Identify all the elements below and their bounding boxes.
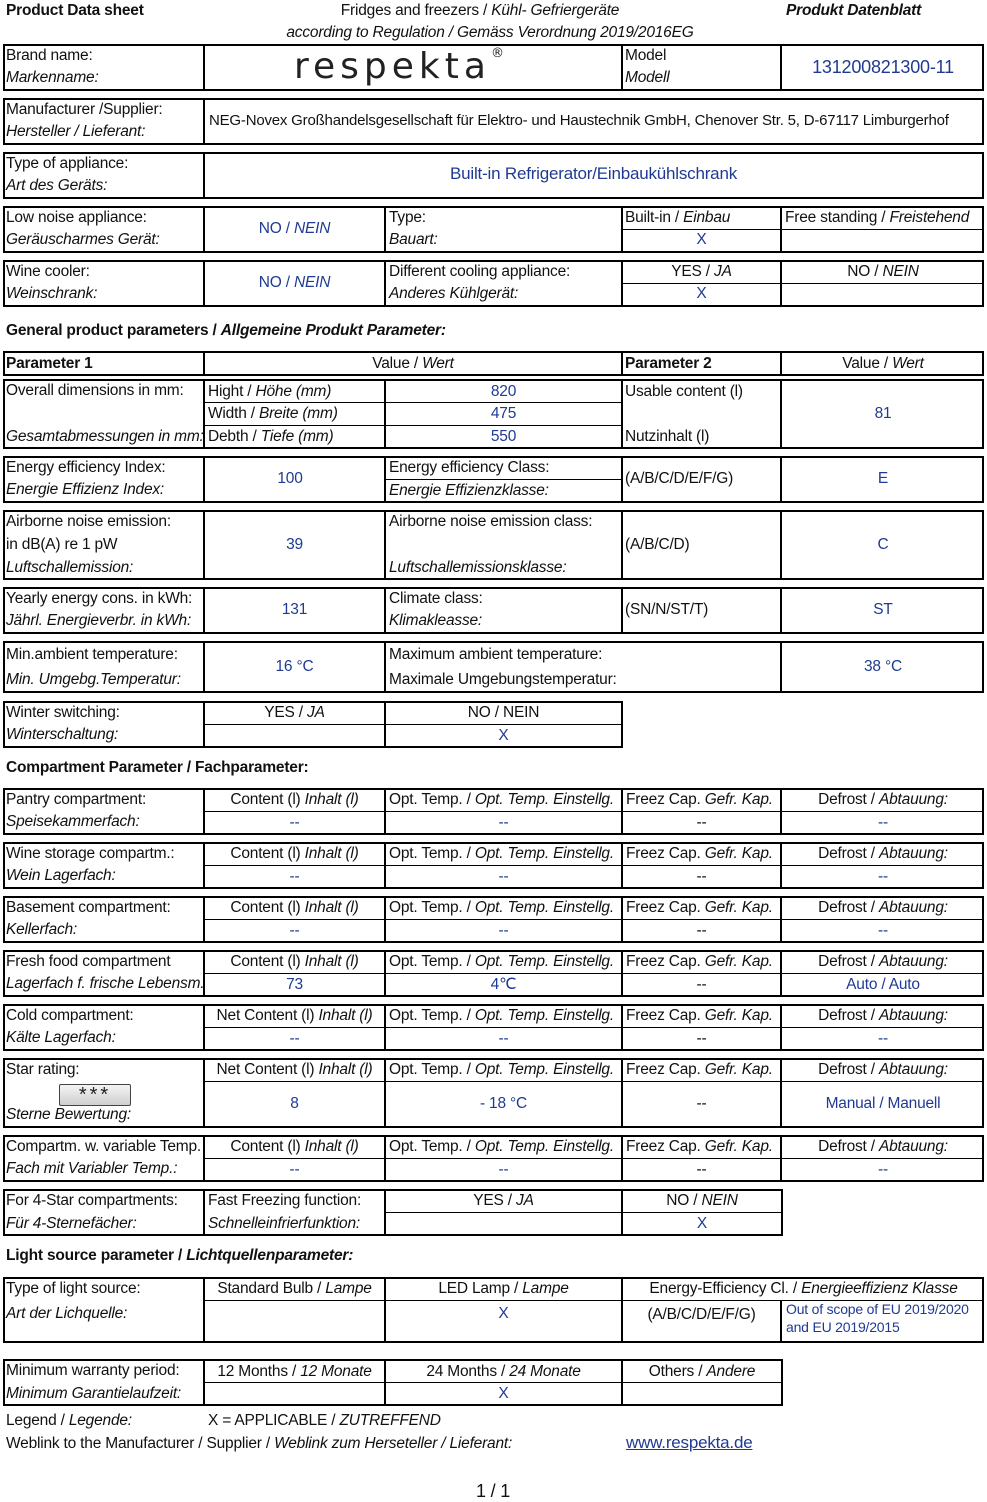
diff-no-option: NO / NEIN <box>847 263 919 280</box>
usable-content-label: Usable content (l) <box>625 383 743 400</box>
climate-class-value: ST <box>873 601 893 618</box>
general-section-title: General product parameters / Allgemeine Produkt Parameter: <box>6 322 446 339</box>
light-eec-scale: (A/B/C/D/E/F/G) <box>647 1306 756 1323</box>
freeze-capacity-value: -- <box>696 1095 707 1112</box>
wine-cooler-label-de: Weinschrank: <box>6 285 98 302</box>
fast-freezing-yes: YES / JA <box>473 1192 534 1209</box>
min-ambient-value: 16 °C <box>275 658 314 675</box>
freeze-capacity-header: Freez Cap. Gefr. Kap. <box>626 791 773 808</box>
max-ambient-value: 38 °C <box>864 658 902 675</box>
compartment-label: Cold compartment: <box>6 1007 134 1024</box>
different-cooling-label: Different cooling appliance: <box>389 263 571 280</box>
eei-label-de: Energie Effizienz Index: <box>6 481 165 498</box>
climate-class-label-de: Klimakleasse: <box>389 612 483 629</box>
max-ambient-label-de: Maximale Umgebungstemperatur: <box>389 671 617 688</box>
usable-content-value: 81 <box>874 405 892 422</box>
page-number: 1 / 1 <box>475 1481 511 1501</box>
led-lamp-option: LED Lamp / Lampe <box>438 1280 569 1297</box>
appliance-label-de: Art des Geräts: <box>6 177 108 194</box>
diff-yes-mark: X <box>696 285 707 302</box>
content-header: Content (l) Inhalt (l) <box>230 1138 359 1155</box>
defrost-value: -- <box>878 1030 888 1047</box>
freeze-capacity-header: Freez Cap. Gefr. Kap. <box>626 1007 773 1024</box>
brand-label: Brand name: <box>6 47 93 64</box>
noise-class-scale: (A/B/C/D) <box>625 536 690 553</box>
four-star-label-de: Für 4-Sternefächer: <box>6 1215 137 1232</box>
opt-temp-header: Opt. Temp. / Opt. Temp. Einstellg. <box>389 845 614 862</box>
height-value: 820 <box>490 383 517 400</box>
param1-header: Parameter 1 <box>6 355 93 372</box>
freeze-capacity-header: Freez Cap. Gefr. Kap. <box>626 899 773 916</box>
min-ambient-label-de: Min. Umgebg.Temperatur: <box>6 671 181 688</box>
noise-class-label-de: Luftschallemissionsklasse: <box>389 559 567 576</box>
wine-cooler-label: Wine cooler: <box>6 263 90 280</box>
winter-yes-option: YES / JA <box>264 704 325 721</box>
warranty-label: Minimum warranty period: <box>6 1362 180 1379</box>
different-cooling-label-de: Anderes Kühlgerät: <box>389 285 519 302</box>
opt-temp-value: 4℃ <box>490 976 517 993</box>
compartment-label-de: Fach mit Variabler Temp.: <box>6 1160 178 1177</box>
energy-class-scale: (A/B/C/D/E/F/G) <box>625 470 734 487</box>
weblink-label: Weblink to the Manufacturer / Supplier / Weblink zum Herseteller / Lieferant: <box>6 1435 513 1452</box>
usable-content-label-de: Nutzinhalt (l) <box>625 428 710 445</box>
freeze-capacity-header: Freez Cap. Gefr. Kap. <box>626 953 773 970</box>
defrost-value: -- <box>878 1161 888 1178</box>
defrost-value: -- <box>878 922 888 939</box>
defrost-value: -- <box>878 868 888 885</box>
appliance-label: Type of appliance: <box>6 155 129 172</box>
eei-label: Energy efficiency Index: <box>6 459 166 476</box>
type-label: Type: <box>389 209 426 226</box>
defrost-header: Defrost / Abtauung: <box>818 791 948 808</box>
defrost-header: Defrost / Abtauung: <box>818 845 948 862</box>
content-header: Net Content (l) Inhalt (l) <box>216 1061 373 1078</box>
model-number: 131200821300-11 <box>812 57 954 77</box>
four-star-label: For 4-Star compartments: <box>6 1192 178 1209</box>
light-section-title: Light source parameter / Lichtquellenparameter: <box>6 1247 354 1264</box>
content-value: -- <box>289 1030 300 1047</box>
value2-header: Value / Wert <box>842 355 924 372</box>
wine-cooler-value: NO / NEIN <box>258 274 331 291</box>
winter-no-option: NO / NEIN <box>467 704 540 721</box>
defrost-header: Defrost / Abtauung: <box>818 1138 948 1155</box>
model-label: Model <box>625 47 667 64</box>
light-eec-note-line2: and EU 2019/2015 <box>786 1319 900 1335</box>
climate-class-label: Climate class: <box>389 590 483 607</box>
opt-temp-value: -- <box>498 1030 509 1047</box>
built-in-mark: X <box>696 231 707 248</box>
built-in-option: Built-in / Einbau <box>625 209 731 226</box>
defrost-value: Auto / Auto <box>846 976 920 993</box>
content-header: Content (l) Inhalt (l) <box>230 953 359 970</box>
content-value: 73 <box>286 976 303 993</box>
noise-value: 39 <box>286 536 303 553</box>
low-noise-label-de: Geräuscharmes Gerät: <box>6 231 160 248</box>
content-header: Content (l) Inhalt (l) <box>230 899 359 916</box>
manufacturer-value: NEG-Novex Großhandelsgesellschaft für Elektro- und Haustechnik GmbH, Chenover Str. 5, D-67117 Limburgerhof <box>209 112 949 129</box>
content-value: -- <box>289 1161 300 1178</box>
appliance-value: Built-in Refrigerator/Einbaukühlschrank <box>449 164 737 183</box>
content-value: -- <box>289 814 300 831</box>
winter-no-mark: X <box>498 727 509 744</box>
header-title <box>290 0 670 22</box>
freeze-capacity-value: -- <box>696 868 707 885</box>
compartment-label: Wine storage compartm.: <box>6 845 175 862</box>
warranty-12-option: 12 Months / 12 Monate <box>217 1363 372 1380</box>
compartment-label: Fresh food compartment <box>6 953 171 970</box>
max-ambient-label: Maximum ambient temperature: <box>389 646 603 663</box>
manufacturer-weblink[interactable]: www.respekta.de <box>626 1433 753 1452</box>
diff-yes-option: YES / JA <box>671 263 732 280</box>
regulation: according to Regulation / Gemäss Verordnung 2019/2016EG <box>286 24 694 41</box>
param2-header: Parameter 2 <box>625 355 712 372</box>
fast-freezing-label: Fast Freezing function: <box>208 1192 362 1209</box>
defrost-header: Defrost / Abtauung: <box>818 1007 948 1024</box>
low-noise-label: Low noise appliance: <box>6 209 147 226</box>
noise-label-de: Luftschallemission: <box>6 559 134 576</box>
light-type-label-de: Art der Lichquelle: <box>6 1305 128 1322</box>
freeze-capacity-value: -- <box>696 976 707 993</box>
legend-value: X = APPLICABLE / ZUTREFFEND <box>208 1412 441 1429</box>
energy-class-value: E <box>877 470 889 487</box>
light-eec-header: Energy-Efficiency Cl. / Energieeffizienz Klasse <box>649 1280 958 1297</box>
depth-label: Debth / Tiefe (mm) <box>208 428 334 445</box>
compartment-section-title: Compartment Parameter / Fachparameter: <box>6 759 309 776</box>
free-standing-option: Free standing / Freistehend <box>785 209 970 226</box>
compartment-label-de: Wein Lagerfach: <box>6 867 116 884</box>
yearly-label-de: Jährl. Energieverbr. in kWh: <box>6 612 192 629</box>
climate-class-scale: (SN/N/ST/T) <box>625 601 709 618</box>
header-title-en: Fridges and freezers / <box>340 2 492 19</box>
opt-temp-header: Opt. Temp. / Opt. Temp. Einstellg. <box>389 953 614 970</box>
opt-temp-value: -- <box>498 814 509 831</box>
freeze-capacity-value: -- <box>696 922 707 939</box>
compartment-label-de: Sterne Bewertung: <box>6 1106 131 1123</box>
sheet-title-de: Produkt Datenblatt <box>786 2 922 19</box>
opt-temp-header: Opt. Temp. / Opt. Temp. Einstellg. <box>389 791 614 808</box>
opt-temp-value: -- <box>498 868 509 885</box>
freeze-capacity-header: Freez Cap. Gefr. Kap. <box>626 1061 773 1078</box>
light-type-label: Type of light source: <box>6 1280 141 1297</box>
legend-label: Legend / Legende: <box>6 1412 132 1429</box>
freeze-capacity-value: -- <box>696 1030 707 1047</box>
depth-value: 550 <box>490 428 517 445</box>
opt-temp-value: -- <box>498 1161 509 1178</box>
winter-label-de: Winterschaltung: <box>6 726 119 743</box>
warranty-label-de: Minimum Garantielaufzeit: <box>6 1385 182 1402</box>
defrost-header: Defrost / Abtauung: <box>818 899 948 916</box>
warranty-24-option: 24 Months / 24 Monate <box>426 1363 581 1380</box>
yearly-value: 131 <box>281 601 308 618</box>
led-lamp-mark: X <box>498 1305 509 1322</box>
fast-freezing-label-de: Schnelleinfrierfunktion: <box>208 1215 361 1232</box>
content-header: Content (l) Inhalt (l) <box>230 845 359 862</box>
type-label-de: Bauart: <box>389 231 438 248</box>
manufacturer-label: Manufacturer /Supplier: <box>6 101 163 118</box>
content-value: -- <box>289 868 300 885</box>
compartment-label-de: Lagerfach f. frische Lebensm. <box>6 975 205 992</box>
compartment-label-de: Kellerfach: <box>6 921 78 938</box>
value1-header: Value / Wert <box>372 355 454 372</box>
brand-logo: respekta® <box>294 46 504 87</box>
light-eec-note-line1: Out of scope of EU 2019/2020 <box>786 1301 969 1317</box>
winter-label: Winter switching: <box>6 704 120 721</box>
content-header: Content (l) Inhalt (l) <box>230 791 359 808</box>
low-noise-value: NO / NEIN <box>258 220 331 237</box>
width-label: Width / Breite (mm) <box>208 405 338 422</box>
noise-class-value: C <box>877 536 889 553</box>
dimensions-label: Overall dimensions in mm: <box>6 382 184 399</box>
energy-class-label: Energy efficiency Class: <box>389 459 550 476</box>
sheet-title: Product Data sheet <box>6 2 144 19</box>
width-value: 475 <box>490 405 517 422</box>
content-header: Net Content (l) Inhalt (l) <box>216 1007 373 1024</box>
brand-label-de: Markenname: <box>6 69 99 86</box>
compartment-label-de: Kälte Lagerfach: <box>6 1029 116 1046</box>
warranty-24-mark: X <box>498 1385 509 1402</box>
compartment-label: Basement compartment: <box>6 899 171 916</box>
opt-temp-header: Opt. Temp. / Opt. Temp. Einstellg. <box>389 1061 614 1078</box>
freeze-capacity-value: -- <box>696 814 707 831</box>
warranty-other-option: Others / Andere <box>648 1363 756 1380</box>
defrost-header: Defrost / Abtauung: <box>818 1061 948 1078</box>
height-label: Hight / Höhe (mm) <box>208 383 332 400</box>
opt-temp-header: Opt. Temp. / Opt. Temp. Einstellg. <box>389 899 614 916</box>
defrost-value: -- <box>878 814 888 831</box>
model-label-de: Modell <box>625 69 670 86</box>
freeze-capacity-header: Freez Cap. Gefr. Kap. <box>626 1138 773 1155</box>
opt-temp-value: -- <box>498 922 509 939</box>
dimensions-label-de: Gesamtabmessungen in mm: <box>6 428 204 445</box>
opt-temp-value: - 18 °C <box>479 1095 527 1112</box>
compartment-label-de: Speisekammerfach: <box>6 813 140 830</box>
fast-freezing-no-mark: X <box>696 1215 708 1232</box>
eei-value: 100 <box>277 470 303 487</box>
opt-temp-header: Opt. Temp. / Opt. Temp. Einstellg. <box>389 1138 614 1155</box>
defrost-value: Manual / Manuell <box>825 1095 941 1112</box>
noise-class-label: Airborne noise emission class: <box>389 513 593 530</box>
defrost-header: Defrost / Abtauung: <box>818 953 948 970</box>
header-title-de: Kühl- Gefriergeräte <box>491 2 620 19</box>
opt-temp-header: Opt. Temp. / Opt. Temp. Einstellg. <box>389 1007 614 1024</box>
star-rating-icon: *** <box>59 1084 131 1106</box>
fast-freezing-no: NO / NEIN <box>666 1192 738 1209</box>
content-value: 8 <box>290 1095 299 1112</box>
manufacturer-label-de: Hersteller / Lieferant: <box>6 123 146 140</box>
compartment-label: Pantry compartment: <box>6 791 147 808</box>
compartment-label: Compartm. w. variable Temp. <box>6 1138 202 1155</box>
noise-unit-label: in dB(A) re 1 pW <box>6 536 118 553</box>
freeze-capacity-header: Freez Cap. Gefr. Kap. <box>626 845 773 862</box>
yearly-label: Yearly energy cons. in kWh: <box>6 590 193 607</box>
noise-label: Airborne noise emission: <box>6 513 171 530</box>
compartment-label: Star rating: <box>6 1061 80 1078</box>
freeze-capacity-value: -- <box>696 1161 707 1178</box>
energy-class-label-de: Energie Effizienzklasse: <box>389 482 549 499</box>
content-value: -- <box>289 922 300 939</box>
min-ambient-label: Min.ambient temperature: <box>6 646 178 663</box>
standard-bulb-option: Standard Bulb / Lampe <box>217 1280 372 1297</box>
